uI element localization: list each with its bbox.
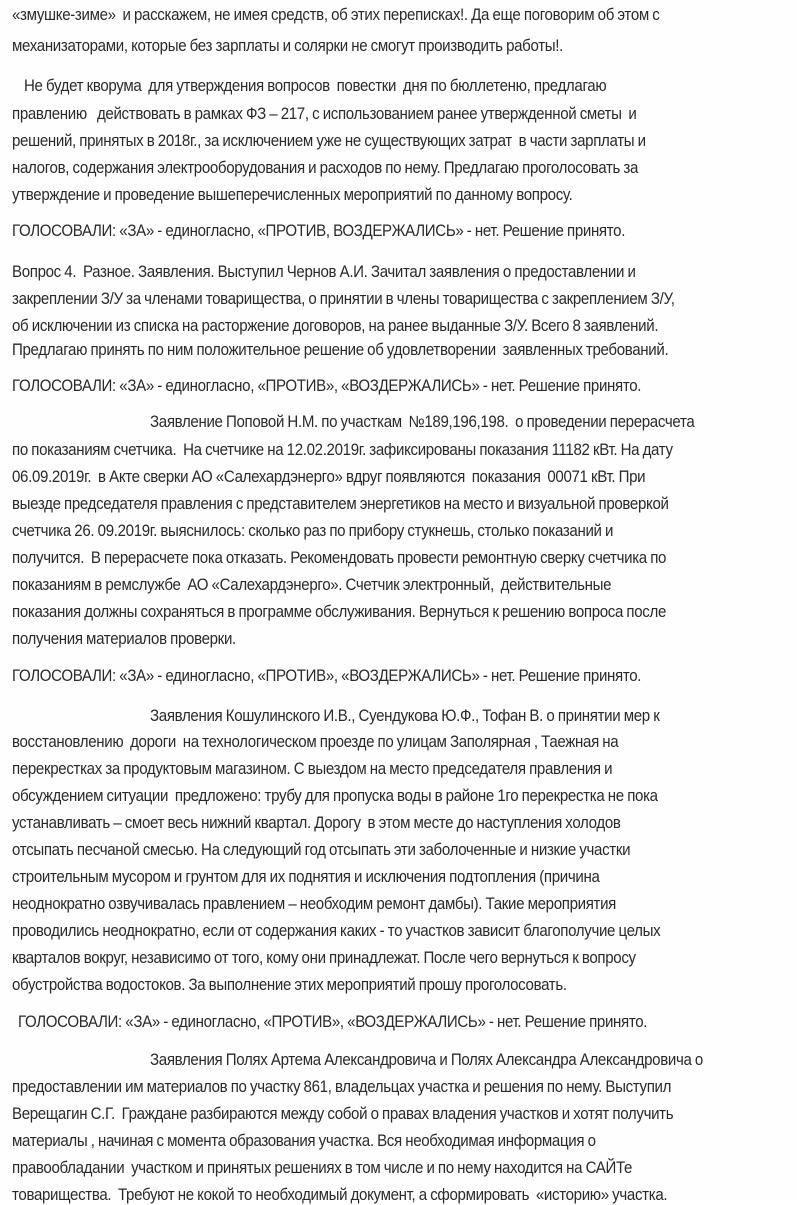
text-line: Заявления Кошулинского И.В., Суендукова Ю.Ф., Тофан В. о принятии мер к <box>150 707 660 725</box>
text-line: неоднократно озвучивалась правлением – необходим ремонт дамбы). Такие мероприятия <box>12 895 617 913</box>
text-line: счетчика 26. 09.2019г. выяснилось: сколько раз по прибору стукнешь, столько показаний и <box>12 522 614 540</box>
text-line: отсыпать песчаной смесью. На следующий год отсыпать эти заболоченные и низкие участки <box>12 841 631 859</box>
text-line: материалы , начиная с момента образования участка. Вся необходимая информация о <box>12 1132 596 1150</box>
text-line: показаниям в ремслужбе АО «Салехардэнерго». Счетчик электронный, действительные <box>12 576 612 594</box>
text-line: Заявление Поповой Н.М. по участкам №189,196,198. о проведении перерасчета <box>150 413 695 431</box>
text-line: обсуждением ситуации предложено: трубу для пропуска воды в районе 1го перекрестка не пока <box>12 787 658 805</box>
text-line: восстановлению дороги на технологическом проезде по улицам Заполярная , Таежная на <box>12 733 619 751</box>
text-line: проводились неоднократно, если от содержания каких - то участков зависит благополучие целых <box>12 922 661 940</box>
text-line: Предлагаю принять по ним положительное решение об удовлетворении заявленных требований. <box>12 341 669 359</box>
text-line: обустройства водостоков. За выполнение этих мероприятий прошу проголосовать. <box>12 976 567 994</box>
text-line: Заявления Полях Артема Александровича и Полях Александра Александровича о <box>150 1051 703 1069</box>
vote-result-line: ГОЛОСОВАЛИ: «ЗА» - единогласно, «ПРОТИВ», «ВОЗДЕРЖАЛИСЬ» - нет. Решение принято. <box>12 377 642 395</box>
text-line: перекрестках за продуктовым магазином. С выездом на место председателя правления и <box>12 760 613 778</box>
text-line: предоставлении им материалов по участку 861, владельцах участка и решения по нему. Выступил <box>12 1078 672 1096</box>
text-line: правлению действовать в рамках ФЗ – 217, с использованием ранее утвержденной сметы и <box>12 105 637 123</box>
text-line: выезде председателя правления с представителем энергетиков на место и визуальной проверкой <box>12 495 669 513</box>
text-line: закреплении З/У за членами товарищества, о принятии в члены товарищества с закреплением З/У, <box>12 290 675 308</box>
text-line: правообладании участком и принятых решениях в том числе и по нему находится на САЙТе <box>12 1159 633 1177</box>
text-line: Верещагин С.Г. Граждане разбираются между собой о правах владения участков и хотят получить <box>12 1105 674 1123</box>
text-line: Не будет кворума для утверждения вопросов повестки дня по бюллетеню, предлагаю <box>24 77 607 95</box>
vote-result-line: ГОЛОСОВАЛИ: «ЗА» - единогласно, «ПРОТИВ», «ВОЗДЕРЖАЛИСЬ» - нет. Решение принято. <box>12 667 642 685</box>
text-line: устанавливать – смоет весь нижний квартал. Дорогу в этом месте до наступления холодов <box>12 814 621 832</box>
text-line: товарищества. Требуют не кокой то необходимый документ, а сформировать «историю» участка. <box>12 1186 668 1204</box>
text-line: об исключении из списка на расторжение договоров, на ранее выданные З/У. Всего 8 заявлений. <box>12 317 659 335</box>
vote-result-line: ГОЛОСОВАЛИ: «ЗА» - единогласно, «ПРОТИВ», «ВОЗДЕРЖАЛИСЬ» - нет. Решение принято. <box>18 1013 648 1031</box>
text-line: механизаторами, которые без зарплаты и солярки не смогут производить работы!. <box>12 37 563 55</box>
text-line: утверждение и проведение вышеперечисленных мероприятий по данному вопросу. <box>12 186 573 204</box>
text-line: 06.09.2019г. в Акте сверки АО «Салехардэнерго» вдруг появляются показания 00071 кВт. При <box>12 468 646 486</box>
vote-result-line: ГОЛОСОВАЛИ: «ЗА» - единогласно, «ПРОТИВ, ВОЗДЕРЖАЛИСЬ» - нет. Решение принято. <box>12 222 626 240</box>
text-line: строительным мусором и грунтом для их поднятия и исключения подтопления (причина <box>12 868 600 886</box>
text-line: Вопрос 4. Разное. Заявления. Выступил Чернов А.И. Зачитал заявления о предоставлении и <box>12 263 636 281</box>
text-line: получится. В перерасчете пока отказать. Рекомендовать провести ремонтную сверку счетчика по <box>12 549 667 567</box>
text-line: налогов, содержания электрооборудования и расходов по нему. Предлагаю проголосовать за <box>12 159 639 177</box>
text-line: показания должны сохраняться в программе обслуживания. Вернуться к решению вопроса после <box>12 603 667 621</box>
text-line: по показаниям счетчика. На счетчике на 12.02.2019г. зафиксированы показания 11182 кВт. На дату <box>12 441 673 459</box>
text-line: «змушке-зиме» и расскажем, не имея средств, об этих переписках!. Да еще поговорим об этом с <box>12 6 660 24</box>
text-line: получения материалов проверки. <box>12 630 236 648</box>
text-line: решений, принятых в 2018г., за исключением уже не существующих затрат в части зарплаты и <box>12 132 646 150</box>
text-line: кварталов вокруг, независимо от того, кому они принадлежат. После чего вернуться к вопросу <box>12 949 636 967</box>
